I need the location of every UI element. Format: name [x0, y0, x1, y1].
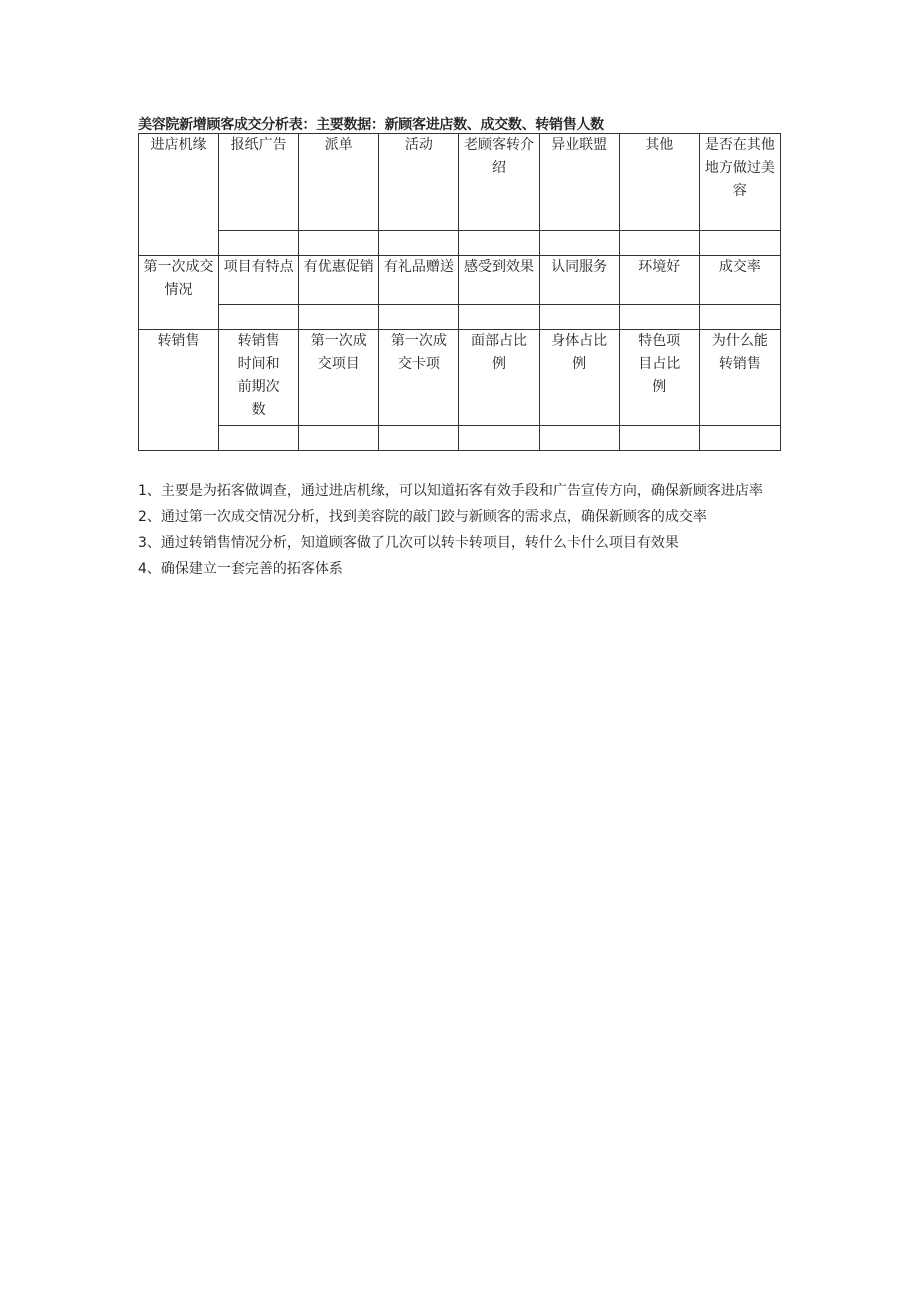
table-row: [139, 134, 781, 231]
note-number: 3、: [138, 535, 161, 551]
table-row: [139, 330, 781, 426]
table-row: [139, 256, 781, 305]
row-header-resale: 转销售: [139, 330, 219, 451]
table-cell: 项目有特点: [219, 256, 299, 305]
blank-cell: [459, 231, 539, 256]
blank-cell: [219, 231, 299, 256]
table-cell: 感受到效果: [459, 256, 539, 305]
blank-cell: [539, 231, 619, 256]
blank-cell: [459, 305, 539, 330]
note-text: 确保建立一套完善的拓客体系: [160, 561, 343, 577]
notes-list: [138, 478, 788, 582]
analysis-table: [138, 133, 781, 451]
note-number: 1、: [138, 483, 161, 499]
blank-cell: [299, 305, 379, 330]
blank-cell: [379, 305, 459, 330]
note-item: [138, 556, 788, 582]
note-item: [138, 504, 788, 530]
table-cell: 认同服务: [539, 256, 619, 305]
blank-cell: [699, 305, 780, 330]
row-header-first-deal: 第一次成交情况: [139, 256, 219, 330]
note-text: 通过第一次成交情况分析，找到美容院的敲门跤与新顾客的需求点，确保新顾客的成交率: [160, 509, 707, 525]
blank-cell: [619, 231, 699, 256]
table-row-blank: [139, 231, 781, 256]
note-item: [138, 478, 788, 504]
table-cell: 老顾客转介绍: [459, 134, 539, 231]
table-cell: 第一次成交卡项: [379, 330, 459, 426]
blank-cell: [699, 231, 780, 256]
table-row-blank: [139, 305, 781, 330]
blank-cell: [219, 305, 299, 330]
blank-cell: [379, 426, 459, 451]
blank-cell: [459, 426, 539, 451]
table-cell: 特色项目占比例: [619, 330, 699, 426]
blank-cell: [619, 305, 699, 330]
table-cell: 活动: [379, 134, 459, 231]
blank-cell: [539, 305, 619, 330]
note-item: [138, 530, 788, 556]
table-cell: 报纸广告: [219, 134, 299, 231]
table-cell: 面部占比例: [459, 330, 539, 426]
table-cell: 有优惠促销: [299, 256, 379, 305]
note-number: 2、: [138, 509, 161, 525]
note-text: 主要是为拓客做调查，通过进店机缘，可以知道拓客有效手段和广告宣传方向，确保新顾客进店率: [160, 483, 763, 499]
table-cell: 第一次成交项目: [299, 330, 379, 426]
blank-cell: [299, 231, 379, 256]
table-cell: 其他: [619, 134, 699, 231]
table-row-blank: [139, 426, 781, 451]
blank-cell: [539, 426, 619, 451]
note-text: 通过转销售情况分析，知道顾客做了几次可以转卡转项目，转什么卡什么项目有效果: [160, 535, 679, 551]
table-cell: 环境好: [619, 256, 699, 305]
table-cell: 为什么能转销售: [699, 330, 780, 426]
blank-cell: [299, 426, 379, 451]
table-cell: 派单: [299, 134, 379, 231]
blank-cell: [699, 426, 780, 451]
blank-cell: [379, 231, 459, 256]
table-cell: 身体占比例: [539, 330, 619, 426]
table-cell: 成交率: [699, 256, 780, 305]
row-header-store-entry: 进店机缘: [139, 134, 219, 256]
blank-cell: [619, 426, 699, 451]
table-cell: 有礼品赠送: [379, 256, 459, 305]
page-title: 美容院新增顾客成交分析表：主要数据：新顾客进店数、成交数、转销售人数: [138, 117, 604, 133]
table-cell: 转销售时间和前期次数: [219, 330, 299, 426]
table-cell: 异业联盟: [539, 134, 619, 231]
note-number: 4、: [138, 561, 161, 577]
table-cell: 是否在其他地方做过美容: [699, 134, 780, 231]
blank-cell: [219, 426, 299, 451]
